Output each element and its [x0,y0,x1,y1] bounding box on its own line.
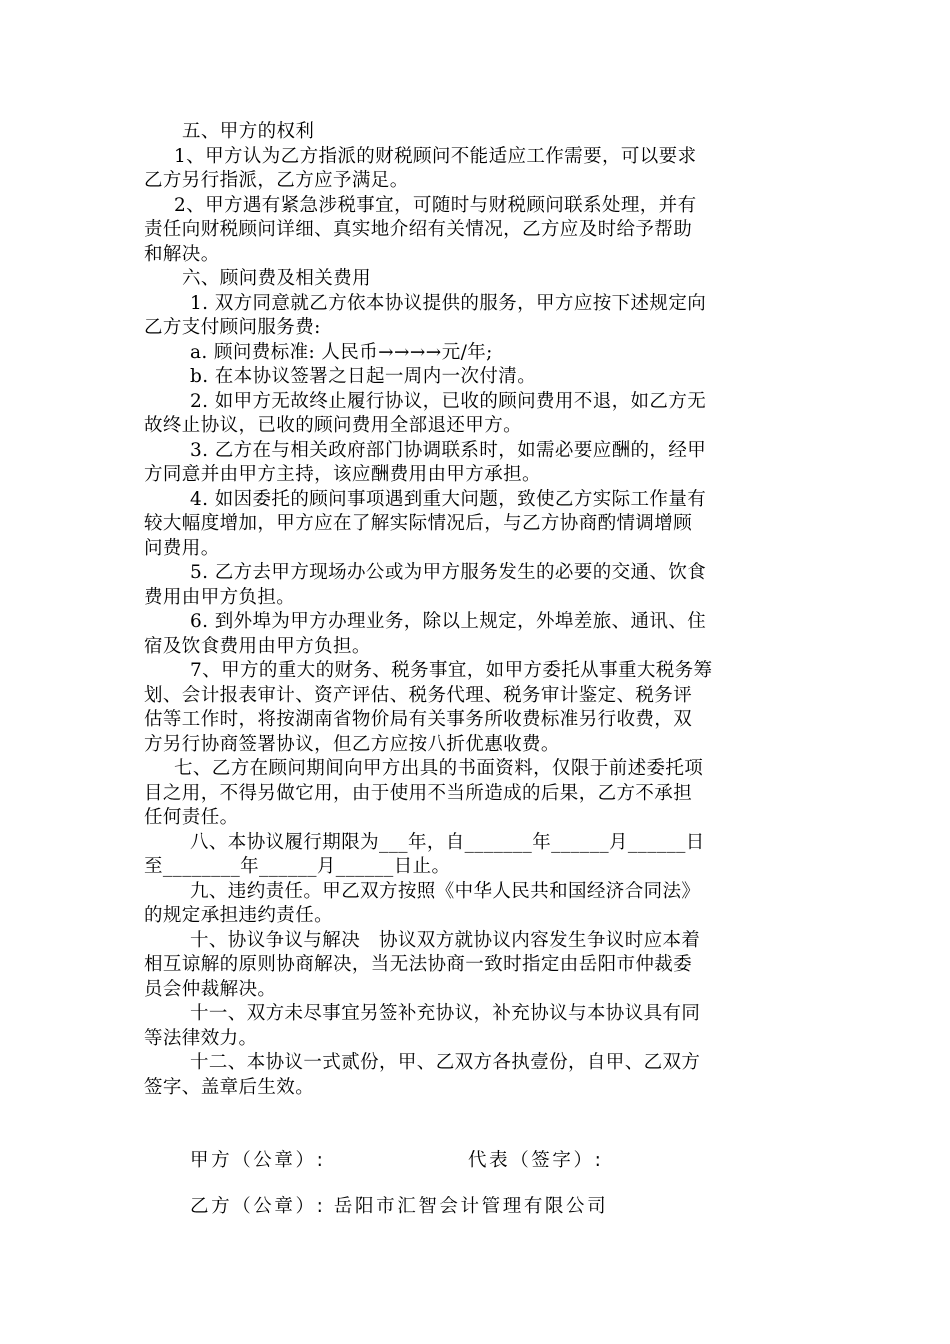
text-line: 五、甲方的权利 [182,121,315,142]
text-line: 故终止协议，已收的顾问费用全部退还甲方。 [144,415,523,436]
text-line: 十一、双方未尽事宜另签补充协议，补充协议与本协议具有同 [190,1003,701,1024]
text-line: 宿及饮食费用由甲方负担。 [144,635,371,657]
text-line: 相互谅解的原则协商解决，当无法协商一致时指定由岳阳市仲裁委 [144,954,693,975]
text-line: 员会仲裁解决。 [144,978,277,1000]
text-line: 2、甲方遇有紧急涉税事宜，可随时与财税顾问联系处理，并有 [174,194,697,216]
text-line: 等法律效力。 [144,1027,258,1049]
text-line: 至________年______月______日止。 [144,856,451,877]
text-line: 1. 双方同意就乙方依本协议提供的服务，甲方应按下述规定向 [190,292,707,314]
text-line: a. 顾问费标准: 人民币→→→→元/年; [190,341,493,363]
contract-body [144,120,806,1100]
text-line: 责任向财税顾问详细、真实地介绍有关情况，乙方应及时给予帮助 [144,219,693,240]
party-b-company-name: 岳阳市汇智会计管理有限公司 [333,1196,609,1217]
text-line: 7、甲方的重大的财务、税务事宜，如甲方委托从事重大税务筹 [190,660,713,681]
text-line: 六、顾问费及相关费用 [182,268,372,289]
text-line: 和解决。 [144,243,220,265]
text-line: 方另行协商签署协议，但乙方应按八折优惠收费。 [144,733,560,755]
text-line: 的规定承担违约责任。 [144,905,334,926]
text-line: 签字、盖章后生效。 [144,1076,315,1098]
text-line: 1、甲方认为乙方指派的财税顾问不能适应工作需要，可以要求 [174,145,697,167]
text-line: 目之用，不得另做它用，由于使用不当所造成的后果，乙方不承担 [144,782,693,804]
text-line: 3. 乙方在与相关政府部门协调联系时，如需必要应酬的，经甲 [190,439,707,461]
party-a-seal-label: 甲方（公章）: [190,1150,326,1171]
text-line: 乙方另行指派，乙方应予满足。 [144,170,409,191]
text-line: 问费用。 [144,537,220,559]
text-line: 较大幅度增加，甲方应在了解实际情况后，与乙方协商酌情调增顾 [144,513,693,534]
text-line: 八、本协议履行期限为___年，自_______年______月______日 [190,831,705,853]
text-line: 4. 如因委托的顾问事项遇到重大问题，致使乙方实际工作量有 [190,488,707,510]
text-line: 十、协议争议与解决 协议双方就协议内容发生争议时应本着 [190,929,701,951]
text-line: 6. 到外埠为甲方办理业务，除以上规定，外埠差旅、通讯、住 [190,611,707,632]
text-line: 乙方支付顾问服务费: [144,317,321,338]
text-line: 2. 如甲方无故终止履行协议，已收的顾问费用不退，如乙方无 [190,390,707,412]
text-line: b. 在本协议签署之日起一周内一次付清。 [190,366,537,387]
representative-signature-label: 代表（签字）: [468,1150,604,1171]
text-line: 七、乙方在顾问期间向甲方出具的书面资料，仅限于前述委托项 [174,758,704,779]
text-line: 费用由甲方负担。 [144,586,296,608]
party-b-seal-label: 乙方（公章）: [190,1196,326,1217]
text-line: 划、会计报表审计、资产评估、税务代理、税务审计鉴定、税务评 [144,684,693,706]
text-line: 估等工作时，将按湖南省物价局有关事务所收费标准另行收费，双 [144,709,693,730]
text-line: 九、违约责任。甲乙双方按照《中华人民共和国经济合同法》 [190,880,701,902]
text-line: 5. 乙方去甲方现场办公或为甲方服务发生的必要的交通、饮食 [190,562,707,583]
text-line: 十二、本协议一式贰份，甲、乙双方各执壹份，自甲、乙双方 [190,1052,701,1073]
text-line: 方同意并由甲方主持，该应酬费用由甲方承担。 [144,464,541,485]
text-line: 任何责任。 [144,807,239,828]
party-b-seal-line [190,1192,608,1218]
